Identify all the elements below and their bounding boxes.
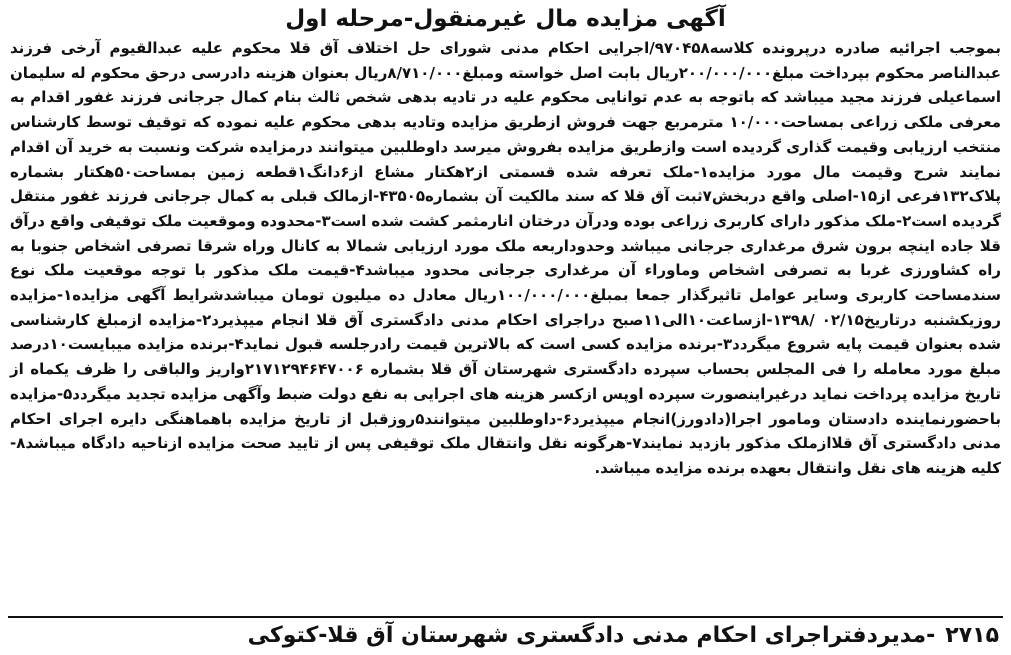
- footer-divider: [8, 616, 1003, 618]
- notice-body: بموجب اجرائیه صادره درپرونده کلاسه۹۷۰۴۵۸/اجرایی احکام مدنی شورای حل اختلاف آق قلا محکوم علیه عبدالقیوم آرخی فرزند عبدالناصر محکوم بپرداخت مبلغ۲۰۰/۰۰۰/۰۰۰ریال بابت اصل خواسته ومبلغ۸/۷۱۰/۰۰۰ریال بعنوان هزینه دادرسی درحق محکوم له سلیمان اسماعیلی فرزند مجید میباشد که باتوجه به عدم توانایی محکوم علیه در تادیه بدهی شخص ثالث بنام کمال جرجانی فرزند غفور اقدام به معرفی ملکی زراعی بمساحت۱۰/۰۰۰ مترمربع جهت فروش ازطریق مزایده وتادیه بدهی محکوم علیه نموده که توقیف توسط کارشناس منتخب ارزیابی وقیمت گذاری گردیده است وازطریق مزایده بفروش میرسد داوطلبین میتوانند درمزایده شرکت ونسبت به خرید آن اقدام نمایند شرح وقیمت مال مورد مزایده۱-ملک تعرفه شده قسمتی از۲هکتار مشاع از۶دانگ۱قطعه زمین بمساحت۵۰هکتار بشماره پلاک۱۳۲فرعی از۱۵-اصلی واقع دربخش۷ثبت آق قلا که سند مالکیت آن بشماره۴۳۵۰۵-ازمالک قبلی به کمال جرجانی فرزند غفور منتقل گردیده است۲-ملک مذکور دارای کاربری زراعی بوده ودرآن درختان انارمثمر کشت شده است۳-محدوده وموقعیت ملک توقیفی واقع درآق قلا جاده اینچه برون شرق مرغداری جرجانی میباشد وحدوداربعه ملک مورد ارزیابی شمالا به کانال وراه شرقا تصرفی اشخاص جنوبا به راه کشاورزی غربا به تصرفی اشخاص وماوراء آن مرغداری جرجانی محدود میباشد۴-قیمت ملک مذکور با توجه موقعیت ملک نوع سندمساحت کاربری وسایر عوامل تاثیرگذار جمعا بمبلغ۱۰۰/۰۰۰/۰۰۰ریال معادل ده میلیون تومان میباشدشرایط آگهی مزایده۱-مزایده روزیکشنبه درتاریخ۰۲/۱۵ /۱۳۹۸-ازساعت۱۰الی۱۱صبح دراجرای احکام مدنی دادگستری آق قلا انجام میپذیرد۲-مزایده ازمبلغ کارشناسی شده بعنوان قیمت پایه شروع میگردد۳-برنده مزایده کسی است که بالاترین قیمت رادرجلسه قبول نماید۴-برنده مزایده میبایست۱۰درصد مبلغ مورد معامله را فی المجلس بحساب سپرده دادگستری شهرستان آق قلا بشماره ۲۱۷۱۲۹۴۶۴۷۰۰۶واریز والباقی را ظرف یکماه از تاریخ مزایده پرداخت نماید درغیراینصورت سپرده اوپس ازکسر هزینه های اجرایی به نفع دولت ضبط وآگهی مزایده تجدید میگردد۵-مزایده باحضورنماینده دادستان ومامور اجرا(دادورز)انجام میپذیرد۶-داوطلبین میتوانند۵روزقبل از تاریخ مزایده باهماهنگی دایره اجرای احکام مدنی دادگستری آق قلاازملک مذکور بازدید نمایند۷-هرگونه نقل وانتقال ملک توقیفی پس از تایید صحت مزایده ازناحیه دادگاه میباشد۸-کلیه هزینه های نقل وانتقال بعهده برنده مزایده میباشد.: [10, 39, 1002, 477]
- notice-footer: [10, 620, 999, 652]
- notice-number: ۲۷۱۵: [945, 623, 999, 648]
- notice-signature: -مدیردفتراجرای احکام مدنی دادگستری شهرستان آق قلا-کتوکی: [247, 623, 936, 648]
- notice-title: آگهی مزایده مال غیرمنقول-مرحله اول: [285, 6, 726, 32]
